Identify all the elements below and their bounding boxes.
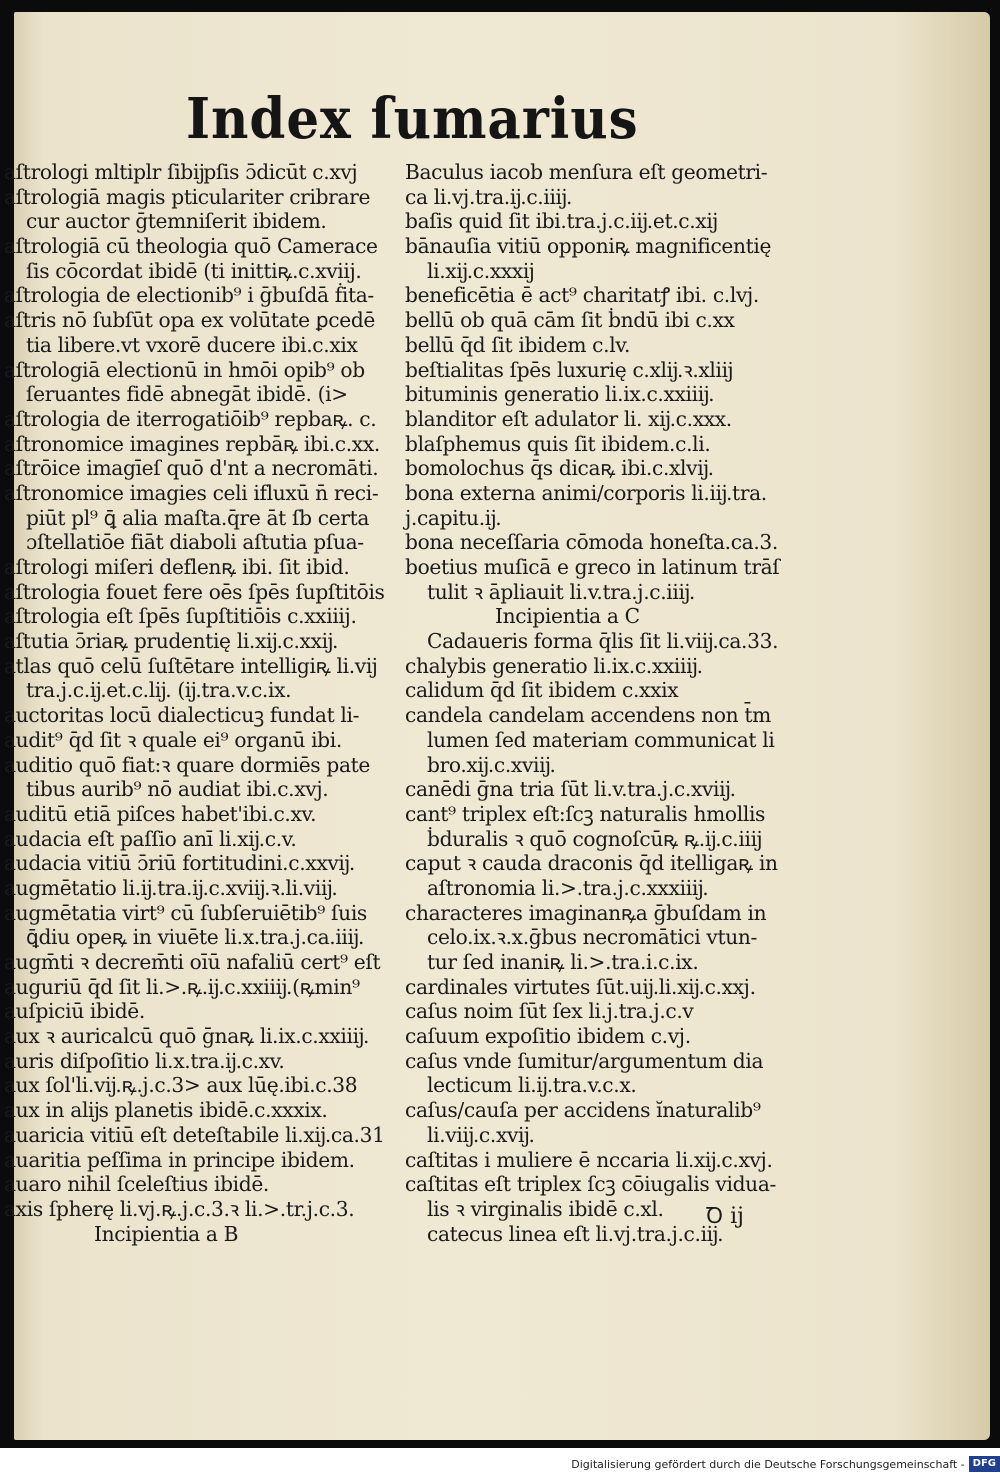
index-entry: tia libere.vt vxorē ducere ibi.c.xix (26, 332, 358, 357)
index-entry: aſtronomice imagines repbāꝶ ibi.c.xx. (4, 431, 380, 456)
index-entry: aſtrologia de electionib⁹ i ḡbuſdā ḟita- (4, 283, 374, 308)
index-entry: bro.xĳ.c.xviĳ. (427, 752, 556, 777)
index-entry: tra.j.c.ĳ.et.c.lĳ. (ĳ.tra.v.c.ix. (26, 678, 292, 703)
index-entry: caſuum expoſitio ibidem c.vj. (405, 1024, 691, 1049)
index-entry: bituminis generatio li.ix.c.xxiiĳ. (405, 382, 715, 407)
index-entry: caſtitas eſt triplex ſcꝫ cōiugalis vidua- (405, 1172, 776, 1197)
index-entry: beneficētia ē act⁹ charitatꝭ ibi. c.lvj. (405, 283, 759, 308)
footer-text: Digitalisierung gefördert durch die Deutsche Forschungsgemeinschaft - (571, 1457, 965, 1471)
index-entry: aux in alĳs planetis ibidē.c.xxxix. (4, 1098, 328, 1123)
index-entry: li.viĳ.c.xvĳ. (427, 1122, 535, 1147)
index-entry: lis ꝛ virginalis ibidē c.xl. (427, 1196, 664, 1221)
index-entry: li.xĳ.c.xxxĳ (427, 258, 534, 283)
index-entry: bona externa animi/corporis li.iĳ.tra. (405, 480, 767, 505)
index-entry: cant⁹ triplex eſt:ſcꝫ naturalis hmollis (405, 801, 766, 826)
index-entry: aux ſol'li.vĳ.ꝶ.j.c.3> aux lūę.ibi.c.38 (4, 1073, 358, 1098)
index-entry: ca li.vj.tra.ĳ.c.iiĳ. (405, 184, 573, 209)
index-entry: ſeruantes fidē abnegāt ibidē. (i> (26, 382, 348, 407)
index-entry: aſtrologiā magis pticulariter cribrare (4, 184, 371, 209)
index-entry: aſtutia ɔ̄riaꝶ prudentię li.xĳ.c.xxĳ. (4, 629, 339, 654)
index-entry: characteres imaginanꝶa ḡbuſdam in (405, 900, 767, 925)
index-entry: calidum q̄d ſit ibidem c.xxix (405, 678, 679, 703)
index-entry: bellū q̄d ſit ibidem c.lv. (405, 332, 631, 357)
index-entry: auris diſpoſitio li.x.tra.ĳ.c.xv. (4, 1048, 285, 1073)
index-entry: j.capitu.ĳ. (405, 505, 502, 530)
index-entry: caput ꝛ cauda draconis q̄d itelligaꝶ in (405, 851, 778, 876)
index-entry: auaritia peſſima in principe ibidem. (4, 1147, 355, 1172)
index-entry: chalybis generatio li.ix.c.xxiiĳ. (405, 653, 703, 678)
index-entry: aſtrologia fouet fere oēs ſpēs ſupſtitōis (4, 579, 385, 604)
digitization-footer (571, 1452, 1000, 1476)
index-entry: auditio quō fiat:ꝛ quare dormiēs pate (4, 752, 371, 777)
index-entry: aſtronomia li.>.tra.j.c.xxxiiĳ. (427, 875, 709, 900)
index-entry: bānauſia vitiū opponiꝶ magnificentię (405, 234, 772, 259)
index-entry: baſis quid ſit ibi.tra.j.c.iĳ.et.c.xĳ (405, 209, 717, 234)
index-entry: cardinales virtutes ſūt.uĳ.li.xĳ.c.xxj. (405, 974, 756, 999)
index-entry: aſtrōice imagīeſ quō d'nt a necromāti. (4, 456, 379, 481)
index-entry: audit⁹ q̄d ſit ꝛ quale ei⁹ organū ibi. (4, 727, 342, 752)
index-entry: audacia eſt paſſio anī li.xĳ.c.v. (4, 826, 297, 851)
index-entry: Baculus iacob menſura eſt geometri- (405, 160, 768, 184)
index-entry: aſtrologia eſt ſpēs ſupſtitiōis c.xxiiij. (4, 604, 357, 629)
index-entry: lecticum li.ĳ.tra.v.c.x. (427, 1073, 637, 1098)
index-entry: auſpiciū ibidē. (4, 999, 145, 1024)
index-entry: caſus/cauſa per accidens ĭnaturalib⁹ (405, 1098, 761, 1123)
index-entry: aſtris nō ſubſūt opa ex volūtate ꝑcedē (4, 308, 376, 333)
index-entry: piūt pl⁹ ꝗ̄ alia maſta.q̄re āt ſb certa (26, 505, 370, 530)
index-entry: aſtrologi mltiplr ſibĳpſis ɔ̄dicūt c.xvj (4, 160, 358, 184)
index-entry: aſtrologia de iterrogatiōib⁹ repbaꝶ. c. (4, 406, 377, 431)
section-heading: Incipientia a C (495, 604, 640, 629)
index-entry: tulit ꝛ āpliauit li.v.tra.j.c.iiĳ. (427, 579, 696, 604)
section-heading: Incipientia a B (94, 1221, 239, 1246)
index-entry: augmētatio li.ĳ.tra.ĳ.c.xviĳ.ꝛ.li.viĳ. (4, 875, 338, 900)
index-entry: boetius muſicā e greco in latinum trāſ (405, 555, 780, 579)
index-entry: candela candelam accendens non t̄m (405, 703, 771, 728)
index-entry: canēdi ḡna tria ſūt li.v.tra.j.c.xviĳ. (405, 777, 736, 802)
index-entry: aſtrologiā electionū in hmōi opib⁹ ob (4, 357, 365, 382)
index-entry: aſtrologi miſeri deflenꝶ ibi. ſit ibid. (4, 555, 350, 579)
index-entry: aſtrologiā cū theologia quō Camerace (4, 234, 378, 259)
page-title: Index ſumarius (186, 86, 639, 152)
index-entry: augmētatia virt⁹ cū ſubſeruiētib⁹ ſuis (4, 900, 367, 925)
index-entry: auguriū q̄d ſit li.>.ꝶ.ĳ.c.xxiiĳ.(ꝶmin⁹ (4, 974, 360, 999)
index-entry: tibus aurib⁹ nō audiat ibi.c.xvj. (26, 777, 329, 802)
index-entry: augm̄ti ꝛ decrem̄ti oīū nafaliū cert⁹ eſt (4, 950, 381, 974)
index-entry: axis ſpherę li.vj.ꝶ.j.c.3.ꝛ li.>.tr.j.c.3. (4, 1196, 355, 1221)
index-entry: auctoritas locū dialecticuꝫ fundat li- (4, 703, 360, 728)
index-entry: beſtialitas ſpēs luxurię c.xlĳ.ꝛ.xliĳ (405, 357, 733, 382)
index-entry: ſis cōcordat ibidē (ti inittiꝶ.c.xviij. (26, 258, 362, 283)
index-entry: caſus vnde ſumitur/argumentum dia (405, 1048, 764, 1073)
index-entry: caſtitas i muliere ē nccaria li.xĳ.c.xvj. (405, 1147, 773, 1172)
index-entry: blanditor eſt adulator li. xĳ.c.xxx. (405, 406, 732, 431)
index-entry: auaro nihil ſceleſtius ibidē. (4, 1172, 270, 1197)
index-entry: ḃduralis ꝛ quō cognoſcūꝶ ꝶ.ĳ.c.iiĳ (427, 826, 761, 851)
index-entry: ɔſtellatiōe fiāt diaboli aſtutia pſua- (26, 530, 364, 555)
signature-mark: Ꝺ ij (706, 1204, 744, 1229)
index-entry: aux ꝛ auricalcū quō ḡnaꝶ li.ix.c.xxiiĳ. (4, 1024, 370, 1049)
index-column-left (4, 160, 400, 1246)
index-entry: aſtronomice imagies celi ifluxū n̄ reci- (4, 480, 379, 505)
index-entry: tur ſed inaniꝶ li.>.tra.i.c.ix. (427, 950, 699, 974)
index-entry: blaſphemus quis ſit ibidem.c.li. (405, 431, 711, 456)
index-entry: Cadaueris forma q̄lis ſit li.viĳ.ca.33. (427, 629, 779, 654)
index-entry: auaricia vitiū eſt deteſtabile li.xĳ.ca.31 (4, 1122, 385, 1147)
index-entry: cur auctor ḡtemniſerit ibidem. (26, 209, 327, 234)
dfg-logo: DFG (969, 1456, 1000, 1472)
index-entry: atlas quō celū ſuſtētare intelligiꝶ li.vĳ (4, 653, 377, 678)
index-entry: bellū ob quā cām ſit ḃndū ibi c.xx (405, 308, 735, 333)
index-column-right (405, 160, 795, 1246)
index-entry: celo.ix.ꝛ.x.ḡbus necromātici vtun- (427, 925, 758, 950)
index-entry: bona neceſſaria cōmoda honeſta.ca.3. (405, 530, 778, 555)
index-entry: auditū etiā piſces habet'ibi.c.xv. (4, 801, 317, 826)
index-entry: lumen ſed materiam communicat li (427, 727, 775, 752)
index-entry: bomolochus q̄s dicaꝶ ibi.c.xlvĳ. (405, 456, 714, 481)
index-entry: catecus linea eſt li.vj.tra.j.c.iĳ. (427, 1221, 724, 1246)
index-entry: audacia vitiū ɔ̄riū fortitudini.c.xxvĳ. (4, 851, 355, 876)
index-entry: caſus noim ſūt ſex li.j.tra.j.c.v (405, 999, 694, 1024)
index-entry: ꝗ̄diu opeꝶ in viuēte li.x.tra.j.ca.iiĳ. (26, 925, 365, 950)
